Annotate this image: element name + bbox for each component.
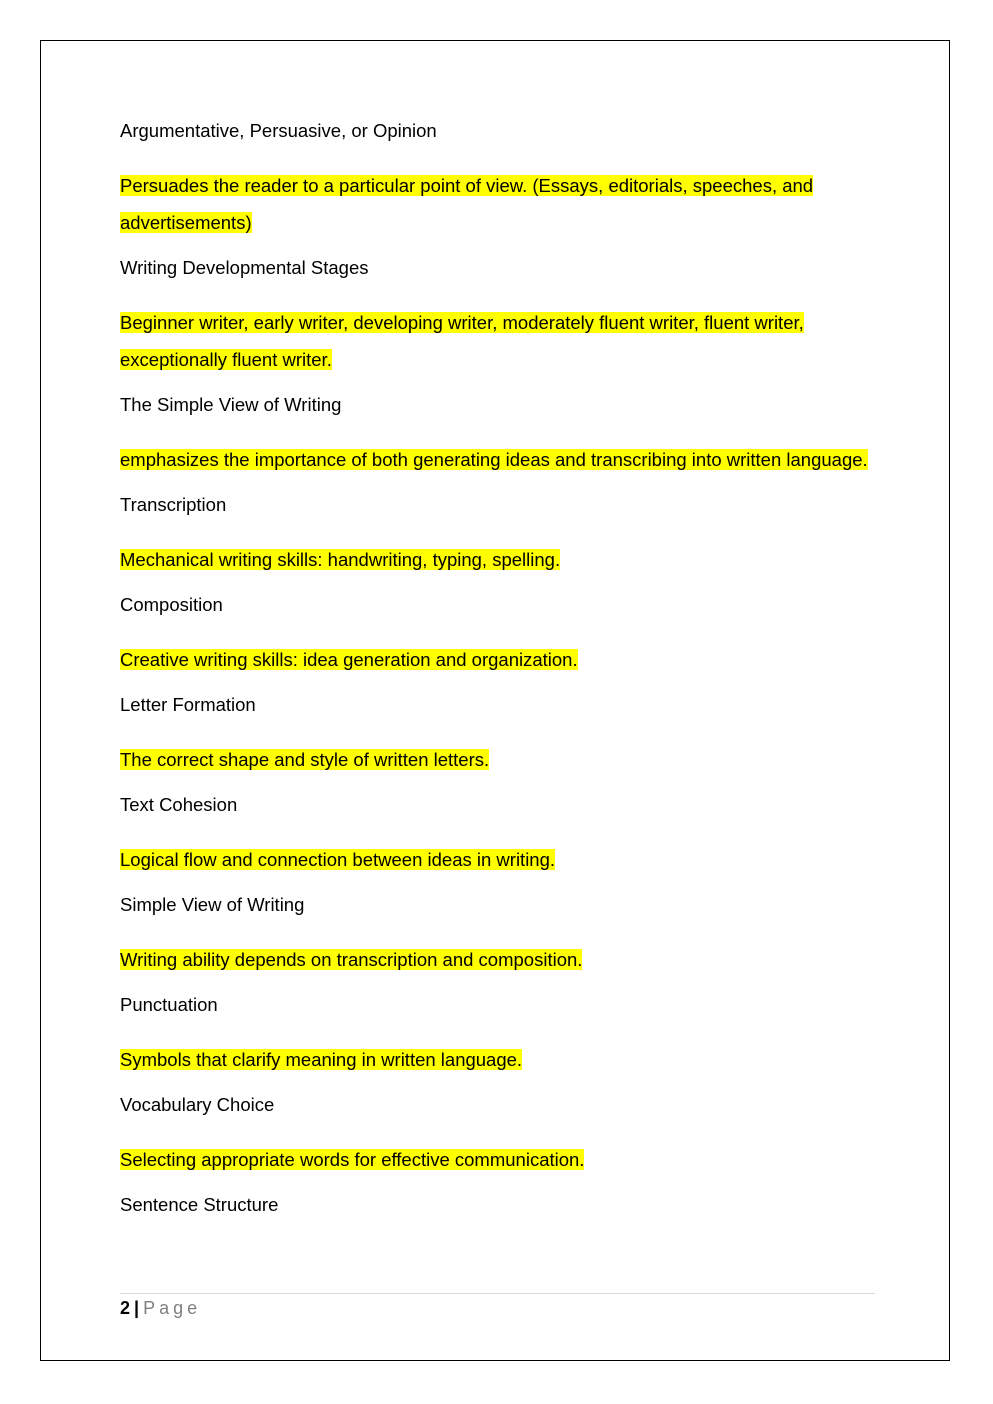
definition-line [120,1041,880,1078]
page-label: Page [143,1298,202,1318]
term-text: Simple View of Writing [120,894,305,915]
definition-text: Logical flow and connection between ideas in writing. [120,849,556,870]
term-line [120,1091,880,1119]
definition-text: Persuades the reader to a particular point of view. (Essays, editorials, speeches, and advertisements) [120,175,814,233]
definition-line [120,841,880,878]
definition-line [120,1141,880,1178]
term-line [120,491,880,519]
definition-text: Writing ability depends on transcription and composition. [120,949,583,970]
term-text: Text Cohesion [120,794,238,815]
term-line [120,591,880,619]
definition-text: emphasizes the importance of both generating ideas and transcribing into written language. [120,449,868,470]
document-body [120,117,880,1241]
term-text: Writing Developmental Stages [120,257,369,278]
term-text: Transcription [120,494,227,515]
term-line [120,117,880,145]
term-text: Argumentative, Persuasive, or Opinion [120,120,437,141]
page-number: 2 [120,1298,131,1318]
footer-separator: | [134,1298,140,1318]
term-text: Letter Formation [120,694,256,715]
definition-line [120,741,880,778]
footer-divider [120,1293,875,1294]
definition-text: Selecting appropriate words for effective communication. [120,1149,585,1170]
definition-text: Symbols that clarify meaning in written language. [120,1049,523,1070]
term-line [120,891,880,919]
definition-text: The correct shape and style of written letters. [120,749,490,770]
term-text: Composition [120,594,223,615]
definition-line [120,441,880,478]
definition-text: Beginner writer, early writer, developing writer, moderately fluent writer, fluent writer, exceptionally fluent writer. [120,312,804,370]
definition-line [120,541,880,578]
term-line [120,254,880,282]
term-line [120,1191,880,1219]
term-text: Punctuation [120,994,218,1015]
definition-line [120,941,880,978]
term-text: The Simple View of Writing [120,394,342,415]
term-line [120,791,880,819]
definition-text: Mechanical writing skills: handwriting, typing, spelling. [120,549,561,570]
page-footer [120,1296,201,1320]
definition-line [120,167,880,241]
term-line [120,691,880,719]
term-line [120,391,880,419]
term-text: Vocabulary Choice [120,1094,275,1115]
definition-line [120,641,880,678]
definition-line [120,304,880,378]
term-text: Sentence Structure [120,1194,279,1215]
term-line [120,991,880,1019]
definition-text: Creative writing skills: idea generation and organization. [120,649,578,670]
